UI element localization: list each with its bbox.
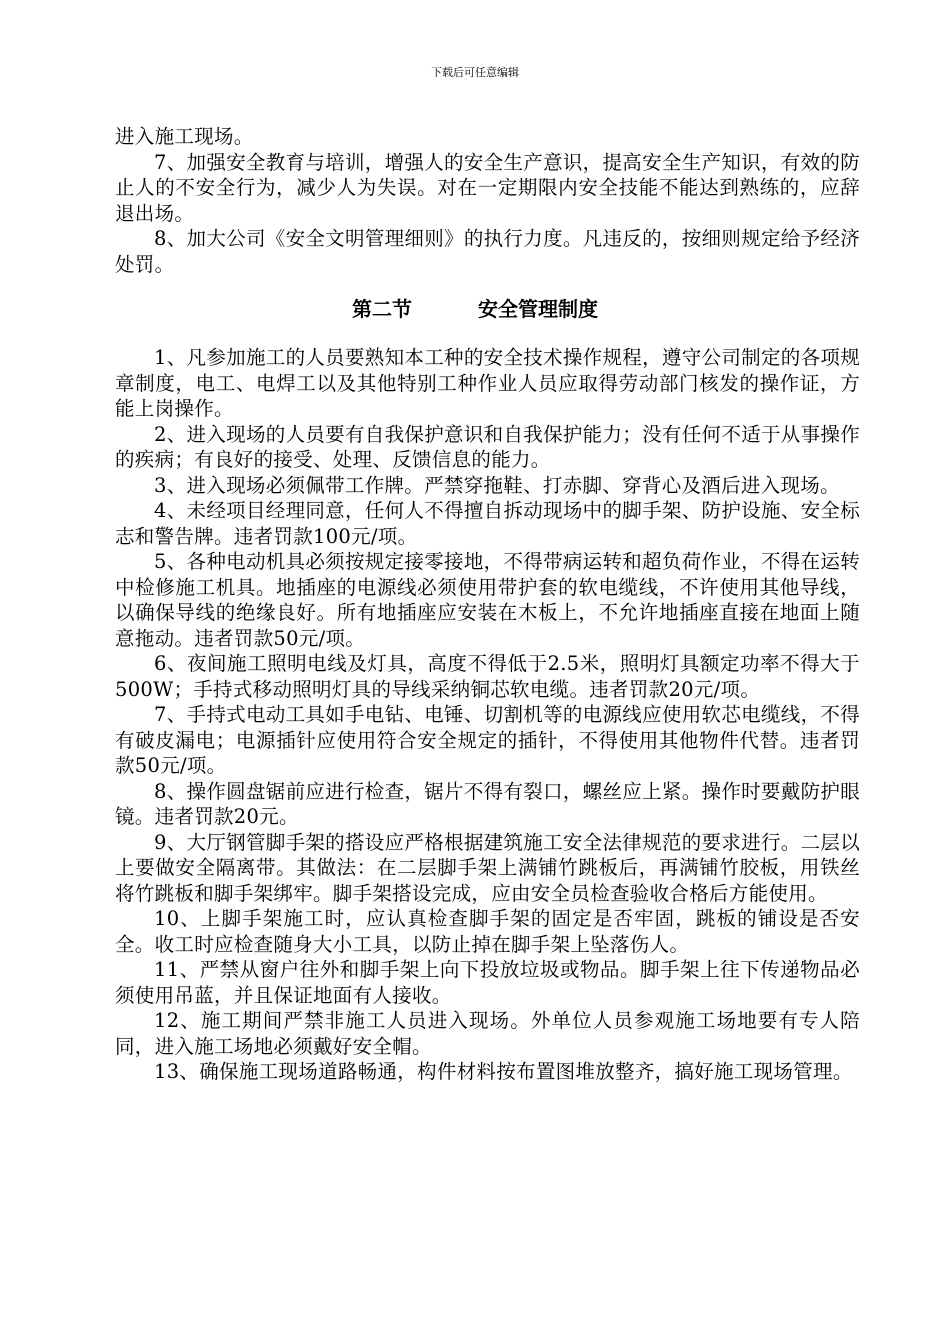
section-title: 安全管理制度 [478, 297, 598, 321]
rule-item: 6、夜间施工照明电线及灯具，高度不得低于2.5米，照明灯具额定功率不得大于500W；手持式移动照明灯具的导线采纳铜芯软电缆。违者罚款20元/项。 [115, 652, 860, 701]
top-text-block [115, 124, 860, 277]
rule-item: 2、进入现场的人员要有自我保护意识和自我保护能力；没有任何不适于从事操作的疾病；有良好的接受、处理、反馈信息的能力。 [115, 422, 860, 471]
paragraph-continuation: 进入施工现场。 [115, 125, 254, 148]
paragraph-item-7: 7、加强安全教育与培训，增强人的安全生产意识，提高安全生产知识，有效的防止人的不安全行为，减少人为失误。对在一定期限内安全技能不能达到熟练的，应辞退出场。 [115, 150, 860, 225]
rule-item: 9、大厅钢管脚手架的搭设应严格根据建筑施工安全法律规范的要求进行。二层以上要做安全隔离带。其做法：在二层脚手架上满铺竹跳板后，再满铺竹胶板，用铁丝将竹跳板和脚手架绑牢。脚手架搭设完成，应由安全员检查验收合格后方能使用。 [115, 830, 860, 905]
rules-list [115, 345, 860, 1085]
section-heading [0, 295, 950, 323]
rule-item: 10、上脚手架施工时，应认真检查脚手架的固定是否牢固，跳板的铺设是否安全。收工时应检查随身大小工具，以防止掉在脚手架上坠落伤人。 [115, 907, 860, 956]
rule-item: 5、各种电动机具必须按规定接零接地，不得带病运转和超负荷作业，不得在运转中检修施工机具。地插座的电源线必须使用带护套的软电缆线，不许使用其他导线，以确保导线的绝缘良好。所有地插座应安装在木板上，不允许地插座直接在地面上随意拖动。违者罚款50元/项。 [115, 550, 860, 650]
rule-item: 3、进入现场必须佩带工作牌。严禁穿拖鞋、打赤脚、穿背心及酒后进入现场。 [154, 473, 840, 497]
paragraph-item-8: 8、加大公司《安全文明管理细则》的执行力度。凡违反的，按细则规定给予经济处罚。 [115, 227, 860, 276]
section-number: 第二节 [352, 297, 412, 321]
rule-item: 4、未经项目经理同意，任何人不得擅自拆动现场中的脚手架、防护设施、安全标志和警告牌。违者罚款100元/项。 [115, 499, 860, 548]
page-header: 下载后可任意编辑 [431, 66, 519, 79]
rule-item: 13、确保施工现场道路畅通，构件材料按布置图堆放整齐，搞好施工现场管理。 [154, 1060, 853, 1083]
rule-item: 7、手持式电动工具如手电钻、电锤、切割机等的电源线应使用软芯电缆线，不得有破皮漏电；电源插针应使用符合安全规定的插针，不得使用其他物件代替。违者罚款50元/项。 [115, 703, 860, 777]
rule-item: 12、施工期间严禁非施工人员进入现场。外单位人员参观施工场地要有专人陪同，进入施工场地必须戴好安全帽。 [115, 1009, 860, 1058]
rule-item: 1、凡参加施工的人员要熟知本工种的安全技术操作规程，遵守公司制定的各项规章制度，电工、电焊工以及其他特别工种作业人员应取得劳动部门核发的操作证，方能上岗操作。 [115, 346, 860, 420]
rule-item: 8、操作圆盘锯前应进行检查，锯片不得有裂口，螺丝应上紧。操作时要戴防护眼镜。违者罚款20元。 [115, 779, 860, 828]
rule-item: 11、严禁从窗户往外和脚手架上向下投放垃圾或物品。脚手架上往下传递物品必须使用吊蓝，并且保证地面有人接收。 [115, 958, 860, 1007]
